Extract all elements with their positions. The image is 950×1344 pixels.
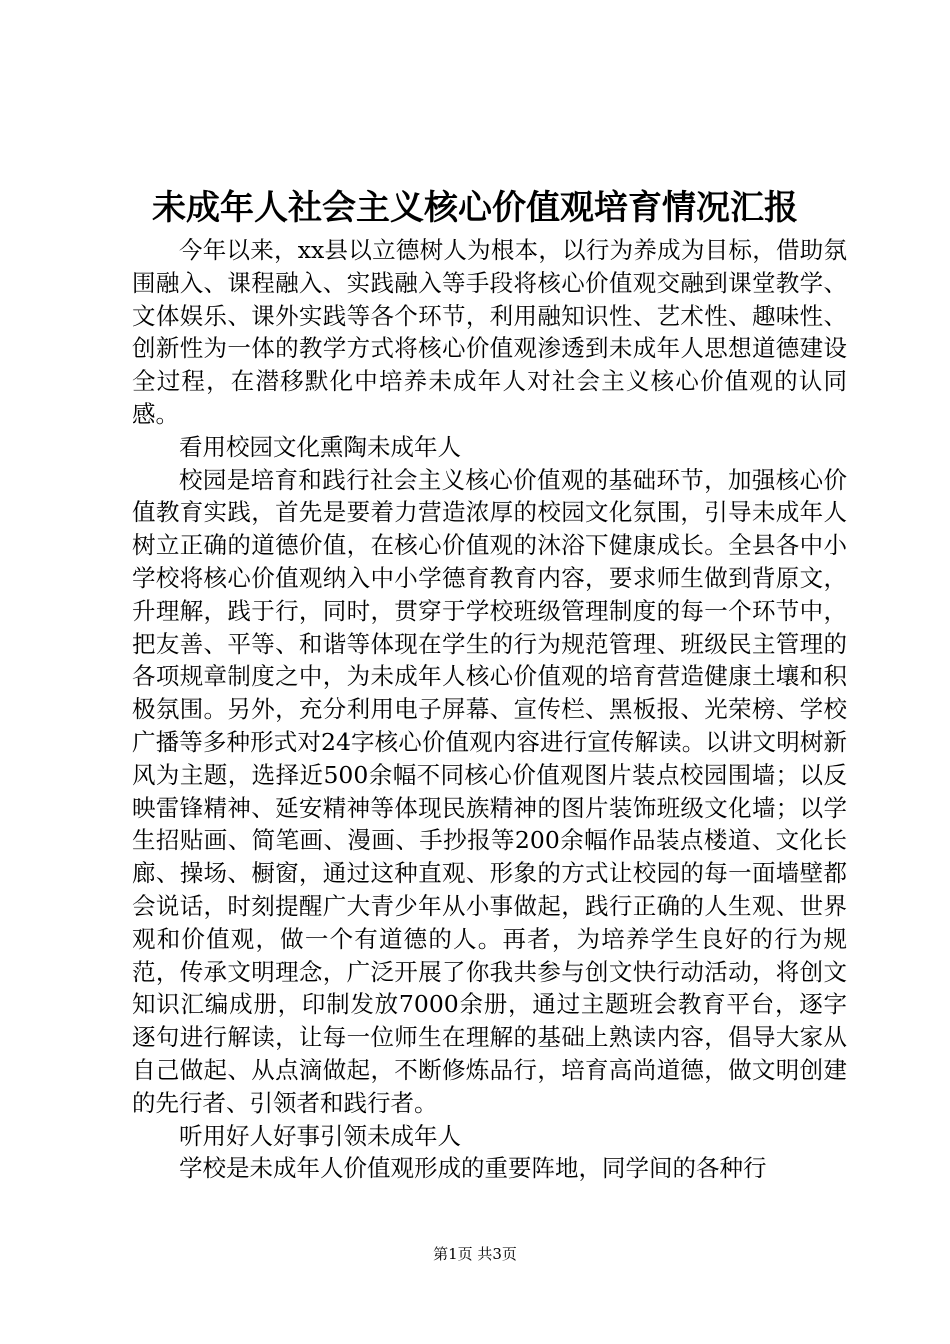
paragraph-campus-culture: 校园是培育和践行社会主义核心价值观的基础环节，加强核心价值教育实践，首先是要着力营造浓厚的校园文化氛围，引导未成年人树立正确的道德价值，在核心价值观的沐浴下健康成长。全县各中小学校将核心价值观纳入中小学德育教育内容，要求师生做到背原文，升理解，践于行，同时，贯穿于学校班级管理制度的每一个环节中，把友善、平等、和谐等体现在学生的行为规范管理、班级民主管理的各项规章制度之中，为未成年人核心价值观的培育营造健康土壤和积极氛围。另外，充分利用电子屏幕、宣传栏、黑板报、光荣榜、学校广播等多种形式对24字核心价值观内容进行宣传解读。以讲文明树新风为主题，选择近500余幅不同核心价值观图片装点校园围墙；以反映雷锋精神、延安精神等体现民族精神的图片装饰班级文化墙；以学生招贴画、简笔画、漫画、手抄报等200余幅作品装点楼道、文化长廊、操场、橱窗，通过这种直观、形象的方式让校园的每一面墙壁都会说话，时刻提醒广大青少年从小事做起，践行正确的人生观、世界观和价值观，做一个有道德的人。再者，为培养学生良好的行为规范，传承文明理念，广泛开展了你我共参与创文快行动活动，将创文知识汇编成册，印制发放7000余册，通过主题班会教育平台，逐字逐句进行解读，让每一位师生在理解的基础上熟读内容，倡导大家从自己做起、从点滴做起，不断修炼品行，培育高尚道德，做文明创建的先行者、引领者和践行者。 [132,465,847,1117]
document-body [132,234,847,1185]
document-title: 未成年人社会主义核心价值观培育情况汇报 [152,188,798,228]
page-footer: 第1页 共3页 [433,1245,517,1263]
section-heading-good-deeds: 听用好人好事引领未成年人 [179,1121,461,1150]
paragraph-good-deeds: 学校是未成年人价值观形成的重要阵地，同学间的各种行 [179,1154,767,1183]
paragraph-intro: 今年以来，xx县以立德树人为根本，以行为养成为目标，借助氛围融入、课程融入、实践融入等手段将核心价值观交融到课堂教学、文体娱乐、课外实践等各个环节，利用融知识性、艺术性、趣味性、创新性为一体的教学方式将核心价值观渗透到未成年人思想道德建设全过程，在潜移默化中培养未成年人对社会主义核心价值观的认同感。 [132,236,847,428]
section-heading-campus-culture: 看用校园文化熏陶未成年人 [179,432,461,461]
